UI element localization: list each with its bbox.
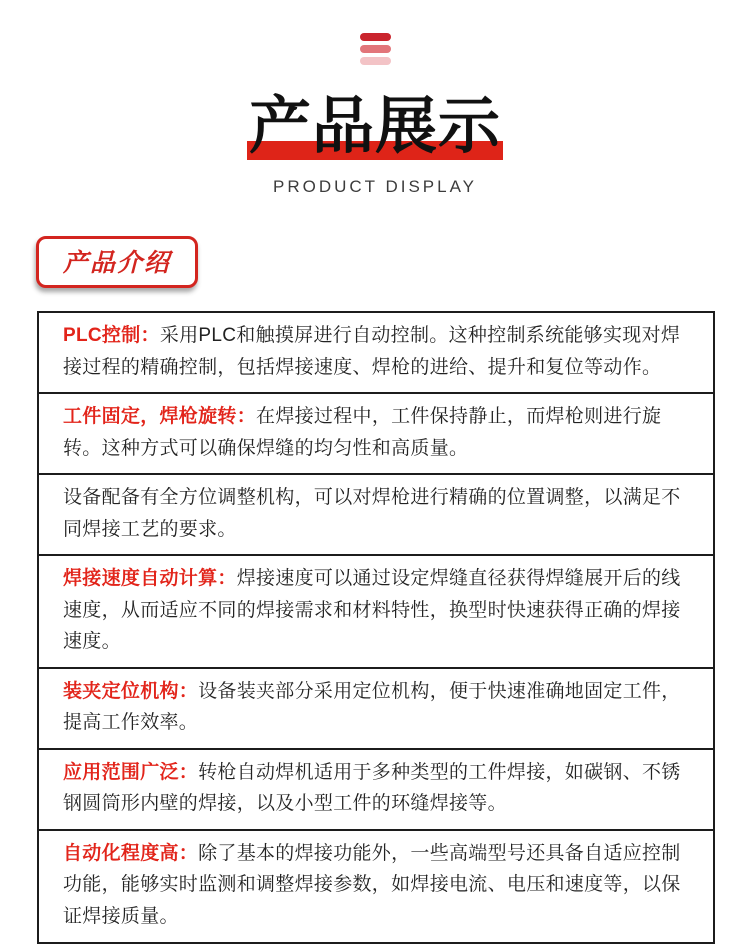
feature-text: 在焊接过程中，工件保持静止，而焊枪则进行旋转。这种方式可以确保焊缝的均匀性和高质量。 — [63, 406, 662, 459]
feature-clamping-mechanism — [39, 667, 713, 748]
feature-wide-application — [39, 748, 713, 829]
feature-label: 工件固定，焊枪旋转： — [63, 406, 257, 428]
bar-medium-red — [360, 45, 391, 53]
feature-adjustment-mechanism — [39, 473, 713, 554]
feature-label: 装夹定位机构： — [63, 680, 199, 702]
feature-text: 除了基本的焊接功能外，一些高端型号还具备自适应控制功能，能够实时监测和调整焊接参数，如焊接电流、电压和速度等，以保证焊接质量。 — [63, 842, 681, 927]
feature-text: 焊接速度可以通过设定焊缝直径获得焊缝展开后的线速度，从而适应不同的焊接需求和材料特性，换型时快速获得正确的焊接速度。 — [63, 568, 681, 653]
page-title: 产品展示 — [248, 92, 501, 161]
feature-label: 焊接速度自动计算： — [63, 568, 237, 590]
feature-plc-control — [39, 313, 713, 392]
feature-text: 设备配备有全方位调整机构，可以对焊枪进行精确的位置调整，以满足不同焊接工艺的要求。 — [63, 487, 681, 540]
feature-text: 设备装夹部分采用定位机构，便于快速准确地固定工件，提高工作效率。 — [63, 680, 681, 734]
feature-auto-speed-calc — [39, 554, 713, 667]
bar-dark-red — [360, 33, 391, 41]
page-subtitle: PRODUCT DISPLAY — [272, 177, 478, 196]
feature-text: 采用PLC和触摸屏进行自动控制。这种控制系统能够实现对焊接过程的精确控制，包括焊接速度、焊枪的进给、提升和复位等动作。 — [63, 325, 681, 378]
feature-text: 转枪自动焊机适用于多种类型的工件焊接，如碳钢、不锈钢圆筒形内壁的焊接，以及小型工件的环缝焊接等。 — [63, 761, 681, 815]
feature-label: 应用范围广泛： — [63, 761, 199, 783]
triple-bars-icon — [0, 0, 750, 65]
feature-label: PLC控制： — [63, 325, 160, 346]
section-badge-label: 产品介绍 — [63, 249, 172, 277]
feature-workpiece-fixed — [39, 392, 713, 473]
bar-light-pink — [360, 57, 391, 65]
feature-high-automation — [39, 829, 713, 942]
features-box — [37, 311, 715, 944]
section-badge — [36, 236, 198, 288]
page-title-block — [0, 93, 750, 161]
feature-label: 自动化程度高： — [63, 842, 199, 864]
